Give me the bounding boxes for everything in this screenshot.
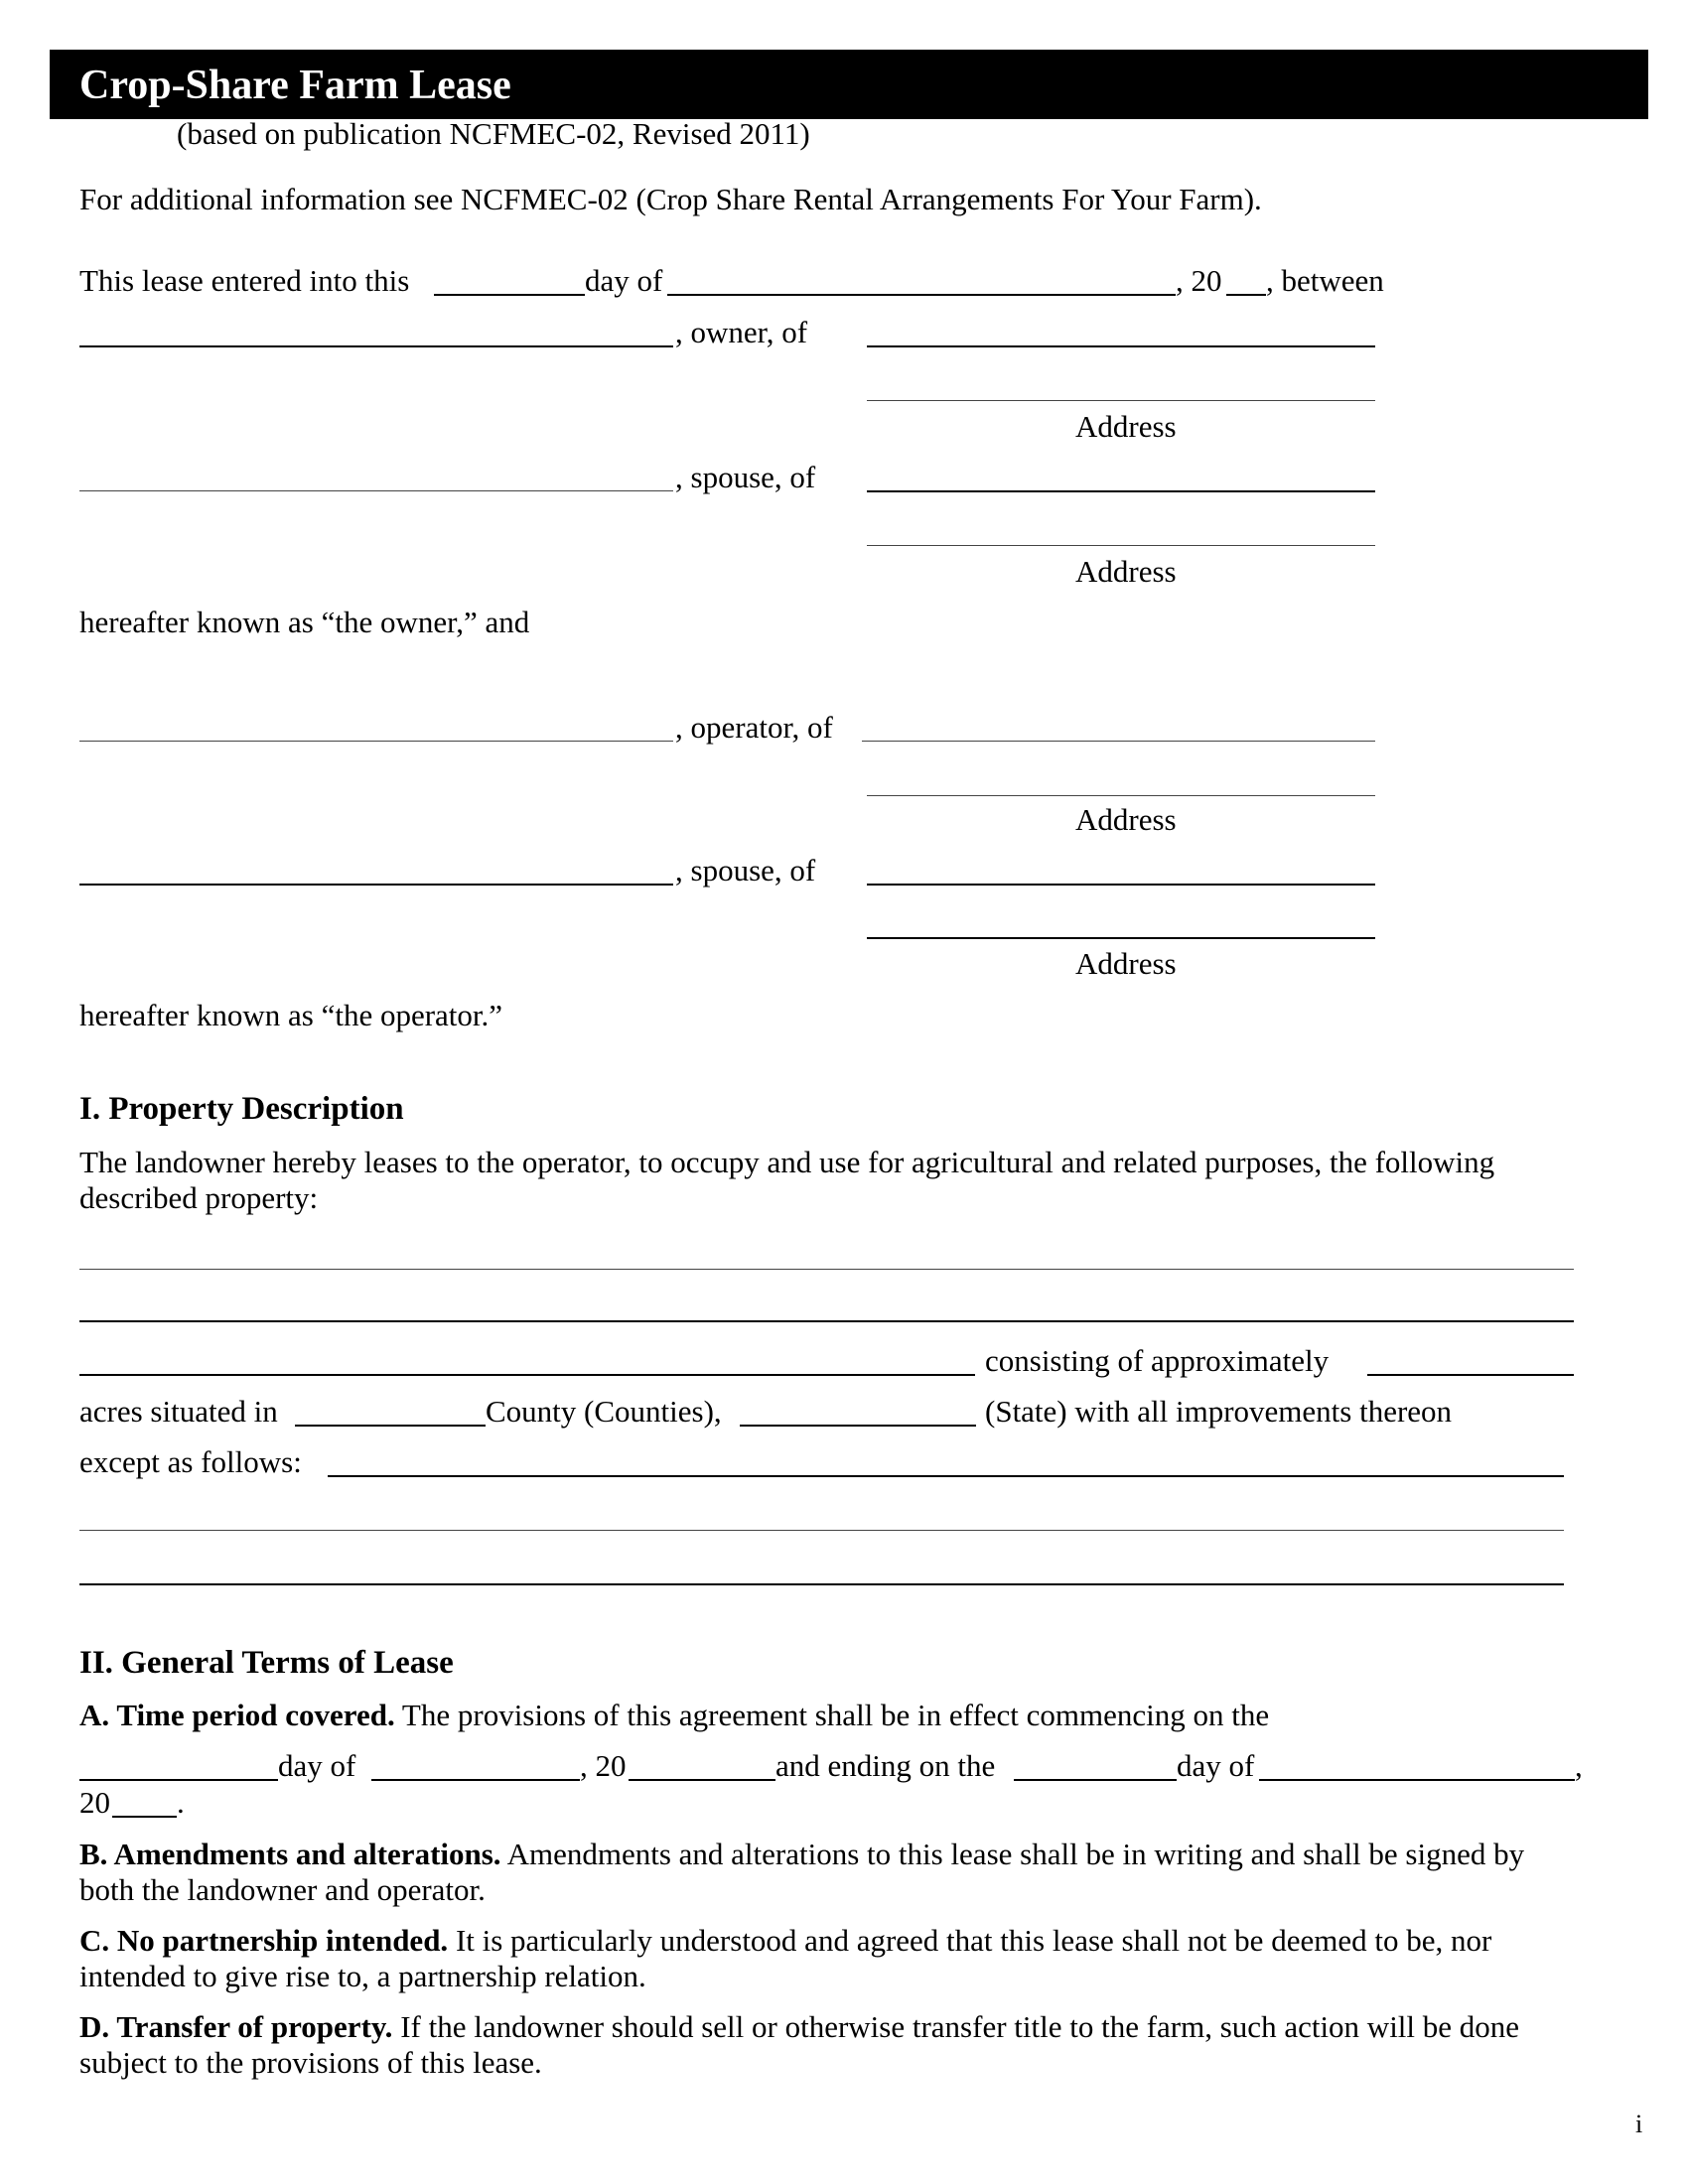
owner-spouse-address-line-2[interactable] xyxy=(867,545,1375,546)
start-month-blank[interactable] xyxy=(371,1779,580,1781)
start-year-prefix-text: , 20 xyxy=(580,1748,627,1783)
term-b-label: B. Amendments and alterations. xyxy=(79,1837,501,1871)
intro-text: For additional information see NCFMEC-02 (Crop Share Rental Arrangements For Your Farm). xyxy=(79,182,1262,216)
county-text: County (Counties), xyxy=(486,1394,722,1429)
owner-address-line-2[interactable] xyxy=(867,400,1375,401)
month-blank[interactable] xyxy=(667,294,1176,296)
day-blank[interactable] xyxy=(434,294,585,296)
except-line-3[interactable] xyxy=(79,1583,1564,1585)
term-a-paragraph xyxy=(79,1698,1269,1733)
term-a-text: The provisions of this agreement shall be in effect commencing on the xyxy=(394,1698,1270,1732)
operator-known-text: hereafter known as “the operator.” xyxy=(79,998,503,1032)
owner-spouse-name-blank[interactable] xyxy=(79,490,673,491)
owner-spouse-of-text: , spouse, of xyxy=(675,460,816,494)
operator-address-line-2[interactable] xyxy=(867,795,1375,796)
state-text: (State) with all improvements thereon xyxy=(985,1394,1453,1429)
start-year-blank[interactable] xyxy=(629,1779,775,1781)
term-b-text: Amendments and alterations to this lease shall be in writing and shall be signed by both the landowner and operator. xyxy=(79,1837,1525,1907)
property-line-1[interactable] xyxy=(79,1269,1574,1270)
lease-start-text: This lease entered into this xyxy=(79,263,410,298)
start-day-blank[interactable] xyxy=(79,1779,278,1781)
state-blank[interactable] xyxy=(740,1425,976,1427)
operator-spouse-of-text: , spouse, of xyxy=(675,853,816,887)
end-comma-text: , xyxy=(1575,1748,1583,1783)
except-text: except as follows: xyxy=(79,1444,302,1479)
title-bar xyxy=(50,50,1648,119)
owner-address-line-1[interactable] xyxy=(867,345,1375,347)
end-year-prefix-text: 20 xyxy=(79,1785,110,1820)
term-b-paragraph xyxy=(79,1837,1569,1908)
acres-blank[interactable] xyxy=(1367,1374,1574,1376)
operator-spouse-address-label: Address xyxy=(1075,946,1177,981)
section-2-heading: II. General Terms of Lease xyxy=(79,1645,454,1681)
operator-address-label: Address xyxy=(1075,802,1177,837)
year-prefix-text: , 20 xyxy=(1176,263,1222,298)
end-year-blank[interactable] xyxy=(112,1816,177,1818)
operator-spouse-name-blank[interactable] xyxy=(79,884,673,886)
consisting-text: consisting of approximately xyxy=(985,1343,1330,1378)
operator-name-blank[interactable] xyxy=(79,741,673,742)
year-blank[interactable] xyxy=(1226,294,1266,296)
operator-spouse-address-line-2[interactable] xyxy=(867,937,1375,939)
operator-of-text: , operator, of xyxy=(675,710,833,745)
property-line-3[interactable] xyxy=(79,1374,975,1376)
owner-spouse-address-label: Address xyxy=(1075,554,1177,589)
except-line-1[interactable] xyxy=(328,1475,1564,1477)
term-d-label: D. Transfer of property. xyxy=(79,2009,393,2044)
acres-in-text: acres situated in xyxy=(79,1394,278,1429)
owner-address-label: Address xyxy=(1075,409,1177,444)
end-period-text: . xyxy=(177,1785,185,1820)
owner-name-blank[interactable] xyxy=(79,345,673,347)
day-of-text: day of xyxy=(585,263,663,298)
document-title: Crop-Share Farm Lease xyxy=(79,63,511,108)
section-1-heading: I. Property Description xyxy=(79,1091,404,1127)
section-1-body: The landowner hereby leases to the operator, to occupy and use for agricultural and related purposes, the following described property: xyxy=(79,1145,1495,1215)
owner-of-text: , owner, of xyxy=(675,315,808,349)
term-d-paragraph xyxy=(79,2009,1569,2081)
owner-known-text: hereafter known as “the owner,” and xyxy=(79,605,530,639)
end-day-of-text: day of xyxy=(1177,1748,1255,1783)
end-month-blank[interactable] xyxy=(1259,1779,1575,1781)
operator-address-line-1[interactable] xyxy=(862,741,1375,742)
term-c-label: C. No partnership intended. xyxy=(79,1923,449,1958)
document-subtitle: (based on publication NCFMEC-02, Revised 2011) xyxy=(177,116,810,151)
start-day-of-text: day of xyxy=(278,1748,356,1783)
term-a-label: A. Time period covered. xyxy=(79,1698,395,1732)
except-line-2[interactable] xyxy=(79,1530,1564,1531)
property-line-2[interactable] xyxy=(79,1320,1574,1322)
term-c-text: It is particularly understood and agreed that this lease shall not be deemed to be, nor intended to give rise to, a partnership relation. xyxy=(79,1923,1492,1993)
term-c-paragraph xyxy=(79,1923,1569,1994)
between-text: , between xyxy=(1266,263,1384,298)
page-number: i xyxy=(1635,2110,1643,2138)
end-day-blank[interactable] xyxy=(1014,1779,1177,1781)
operator-spouse-address-line-1[interactable] xyxy=(867,884,1375,886)
owner-spouse-address-line-1[interactable] xyxy=(867,490,1375,492)
ending-on-text: and ending on the xyxy=(775,1748,996,1783)
term-d-text: If the landowner should sell or otherwise transfer title to the farm, such action will be done subject to the provisions of this lease. xyxy=(79,2009,1520,2080)
county-blank[interactable] xyxy=(295,1425,486,1427)
